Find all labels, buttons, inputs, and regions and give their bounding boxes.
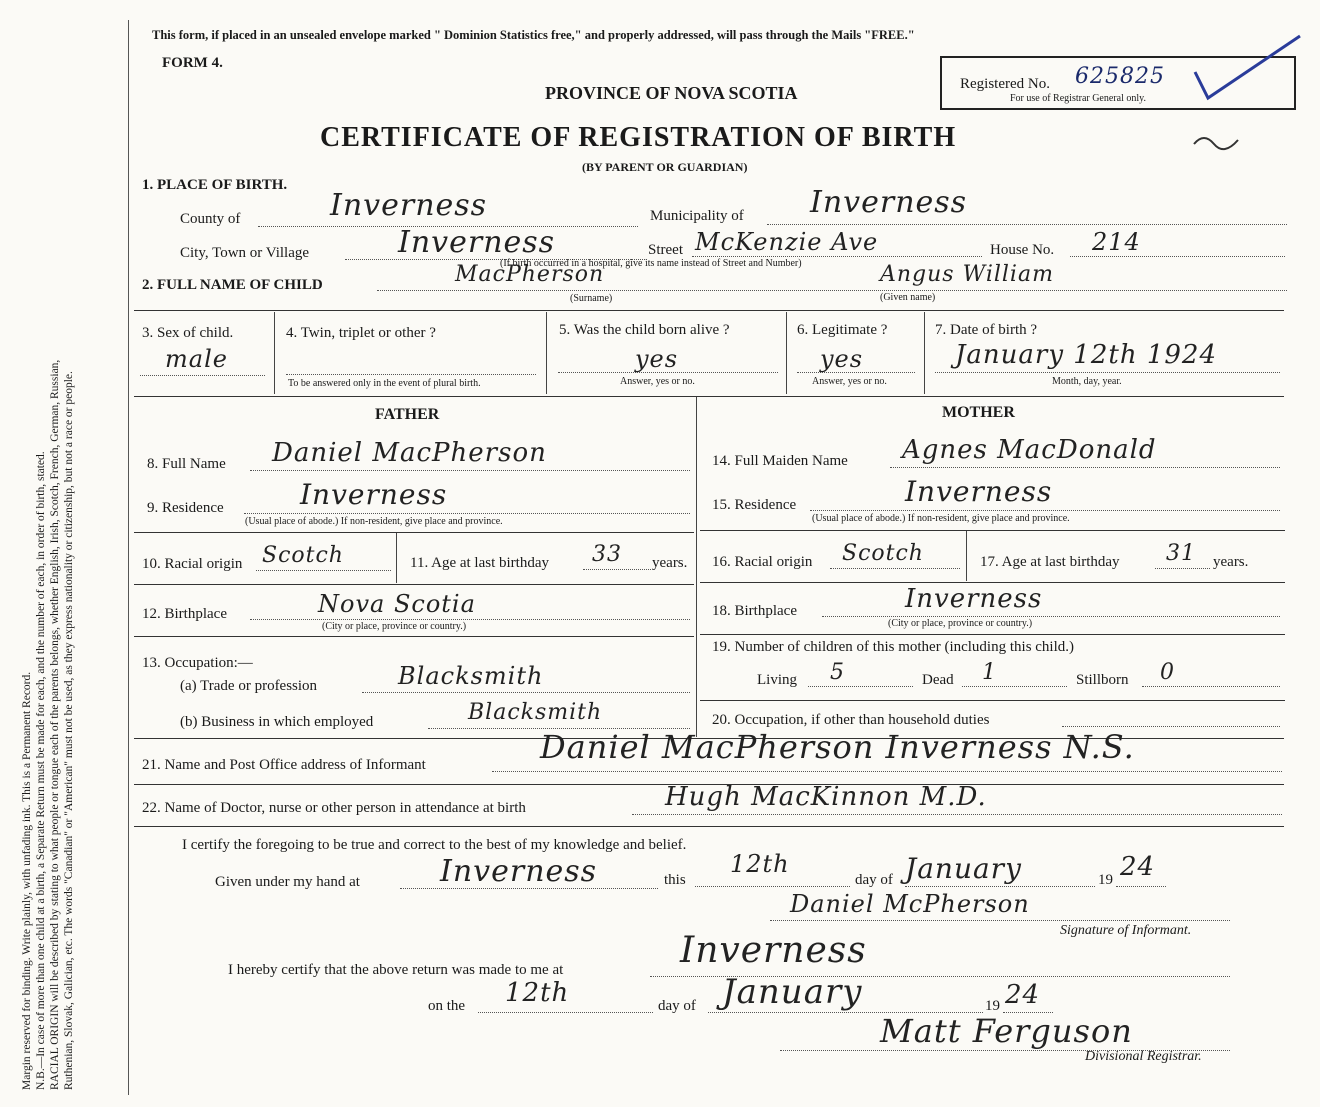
given-year: 24: [1120, 852, 1156, 882]
margin-note: RACIAL ORIGIN will be described by stating to what people or tongue each of the parents belongs, whether English, Irish, Scotch, French, German, Russian,: [49, 359, 61, 1090]
given-place: Inverness: [440, 854, 598, 889]
municipality-value: Inverness: [810, 185, 968, 220]
father-residence: Inverness: [300, 478, 448, 511]
registrar-day-of: day of: [658, 998, 696, 1014]
mother-age-label: 17. Age at last birthday: [980, 554, 1120, 570]
margin-note: N.B.—In case of more than one child at a birth, a Separate Return must be made for each, and the number of each, in order of birth, stated.: [35, 451, 47, 1090]
county-value: Inverness: [330, 188, 488, 223]
registrar-year-prefix: 19: [985, 998, 1000, 1014]
informant-signature-caption: Signature of Informant.: [1060, 923, 1192, 938]
given-caption: (Given name): [880, 292, 936, 303]
margin-notes: [20, 10, 120, 1090]
trade-label: (a) Trade or profession: [180, 678, 318, 694]
doctor-label: 22. Name of Doctor, nurse or other person in attendance at birth: [142, 800, 526, 816]
page-title: CERTIFICATE OF REGISTRATION OF BIRTH: [320, 122, 957, 153]
father-name: Daniel MacPherson: [272, 438, 547, 468]
living-value: 5: [830, 660, 845, 685]
sex-label: 3. Sex of child.: [142, 325, 234, 341]
certify-statement: I certify the foregoing to be true and correct to the best of my knowledge and belief.: [182, 837, 687, 853]
mother-residence-label: 15. Residence: [712, 497, 797, 513]
father-race-label: 10. Racial origin: [142, 556, 243, 572]
subtitle: (BY PARENT OR GUARDIAN): [582, 160, 748, 174]
stillborn-value: 0: [1160, 660, 1175, 685]
county-label: County of: [180, 211, 241, 227]
form-number: FORM 4.: [162, 55, 223, 71]
father-race: Scotch: [262, 543, 344, 568]
father-age-label: 11. Age at last birthday: [410, 555, 549, 571]
dob-caption: Month, day, year.: [1052, 376, 1122, 387]
this-label: this: [664, 872, 686, 888]
registered-label: Registered No.: [960, 76, 1050, 92]
sex-value: male: [165, 345, 228, 373]
city-value: Inverness: [398, 225, 556, 260]
informant-value: Daniel MacPherson Inverness N.S.: [540, 728, 1135, 766]
trade-value: Blacksmith: [398, 662, 544, 690]
place-of-birth-label: 1. PLACE OF BIRTH.: [142, 177, 288, 193]
house-value: 214: [1092, 228, 1141, 256]
informant-signature: Daniel McPherson: [790, 890, 1030, 918]
alive-caption: Answer, yes or no.: [620, 376, 695, 387]
father-residence-label: 9. Residence: [147, 500, 224, 516]
mother-residence: Inverness: [905, 475, 1053, 508]
dead-label: Dead: [922, 672, 954, 688]
registrar-signature: Matt Ferguson: [880, 1012, 1133, 1050]
margin-note: Margin reserved for binding. Write plainly, with unfading ink. This is a Permanent Record.: [21, 671, 33, 1090]
day-of-label: day of: [855, 872, 893, 888]
alive-value: yes: [635, 345, 679, 373]
child-surname: MacPherson: [455, 262, 605, 287]
registered-number: 625825: [1075, 64, 1165, 89]
informant-label: 21. Name and Post Office address of Informant: [142, 757, 426, 773]
father-heading: FATHER: [375, 406, 440, 423]
mother-race: Scotch: [842, 541, 924, 566]
mother-race-label: 16. Racial origin: [712, 554, 813, 570]
mother-name-label: 14. Full Maiden Name: [712, 453, 848, 469]
registrar-month: January: [722, 972, 863, 1012]
surname-caption: (Surname): [570, 293, 613, 304]
mother-birthplace-label: 18. Birthplace: [712, 603, 797, 619]
mother-name: Agnes MacDonald: [902, 435, 1157, 465]
mother-abode-note: (Usual place of abode.) If non-resident, give place and province.: [812, 513, 1070, 524]
father-birthplace-note: (City or place, province or country.): [322, 621, 467, 632]
father-name-label: 8. Full Name: [147, 456, 226, 472]
house-label: House No.: [990, 242, 1055, 258]
business-label: (b) Business in which employed: [180, 714, 374, 730]
scribble-mark: [1192, 130, 1242, 156]
dead-value: 1: [982, 660, 997, 685]
alive-label: 5. Was the child born alive ?: [559, 322, 730, 338]
given-day: 12th: [730, 850, 790, 878]
registrar-note: For use of Registrar General only.: [1010, 93, 1146, 104]
mother-age: 31: [1166, 541, 1196, 566]
given-under-label: Given under my hand at: [215, 874, 360, 890]
registrar-day: 12th: [505, 978, 570, 1008]
postal-note: This form, if placed in an unsealed envelope marked " Dominion Statistics free," and properly addressed, will pass through the Mails "FREE.": [152, 28, 915, 42]
father-age: 33: [592, 542, 622, 567]
business-value: Blacksmith: [468, 700, 603, 725]
legitimate-label: 6. Legitimate ?: [797, 322, 888, 338]
child-name-label: 2. FULL NAME OF CHILD: [142, 277, 323, 293]
living-label: Living: [757, 672, 797, 688]
father-years: years.: [652, 555, 688, 571]
twin-note: To be answered only in the event of plural birth.: [288, 378, 481, 389]
hospital-note: (If birth occurred in a hospital, give its name instead of Street and Number): [500, 258, 802, 269]
municipality-label: Municipality of: [650, 208, 744, 224]
registrar-place: Inverness: [680, 930, 867, 971]
children-count-label: 19. Number of children of this mother (including this child.): [712, 639, 1075, 655]
father-birthplace: Nova Scotia: [318, 590, 476, 618]
mother-heading: MOTHER: [942, 404, 1015, 421]
province-heading: PROVINCE OF NOVA SCOTIA: [545, 83, 798, 103]
year-prefix: 19: [1098, 872, 1113, 888]
mother-years: years.: [1213, 554, 1249, 570]
child-given-name: Angus William: [880, 262, 1054, 287]
street-label: Street: [648, 242, 683, 258]
dob-value: January 12th 1924: [955, 340, 1218, 370]
father-abode-note: (Usual place of abode.) If non-resident, give place and province.: [245, 516, 503, 527]
street-value: McKenzie Ave: [695, 228, 879, 256]
mother-birthplace-note: (City or place, province or country.): [888, 618, 1033, 629]
checkmark-icon: [1190, 30, 1310, 105]
stillborn-label: Stillborn: [1076, 672, 1129, 688]
registrar-year: 24: [1005, 980, 1041, 1010]
dob-label: 7. Date of birth ?: [935, 322, 1038, 338]
margin-rule: [128, 20, 129, 1095]
city-label: City, Town or Village: [180, 245, 310, 261]
doctor-value: Hugh MacKinnon M.D.: [665, 782, 987, 812]
on-the-label: on the: [428, 998, 466, 1014]
legitimate-value: yes: [820, 345, 864, 373]
given-month: January: [905, 852, 1022, 885]
mother-birthplace: Inverness: [905, 584, 1043, 614]
mother-occupation-label: 20. Occupation, if other than household duties: [712, 712, 990, 728]
margin-note: Ruthenian, Slovak, Galician, etc. The words "Canadian" or "American" must not be used, as they express nationality or citizenship, but not a race or people.: [63, 371, 75, 1090]
occupation-label: 13. Occupation:—: [142, 655, 253, 671]
twin-label: 4. Twin, triplet or other ?: [286, 325, 436, 341]
registrar-certify-label: I hereby certify that the above return was made to me at: [228, 962, 564, 978]
legitimate-caption: Answer, yes or no.: [812, 376, 887, 387]
registrar-caption: Divisional Registrar.: [1085, 1049, 1202, 1064]
father-birthplace-label: 12. Birthplace: [142, 606, 227, 622]
